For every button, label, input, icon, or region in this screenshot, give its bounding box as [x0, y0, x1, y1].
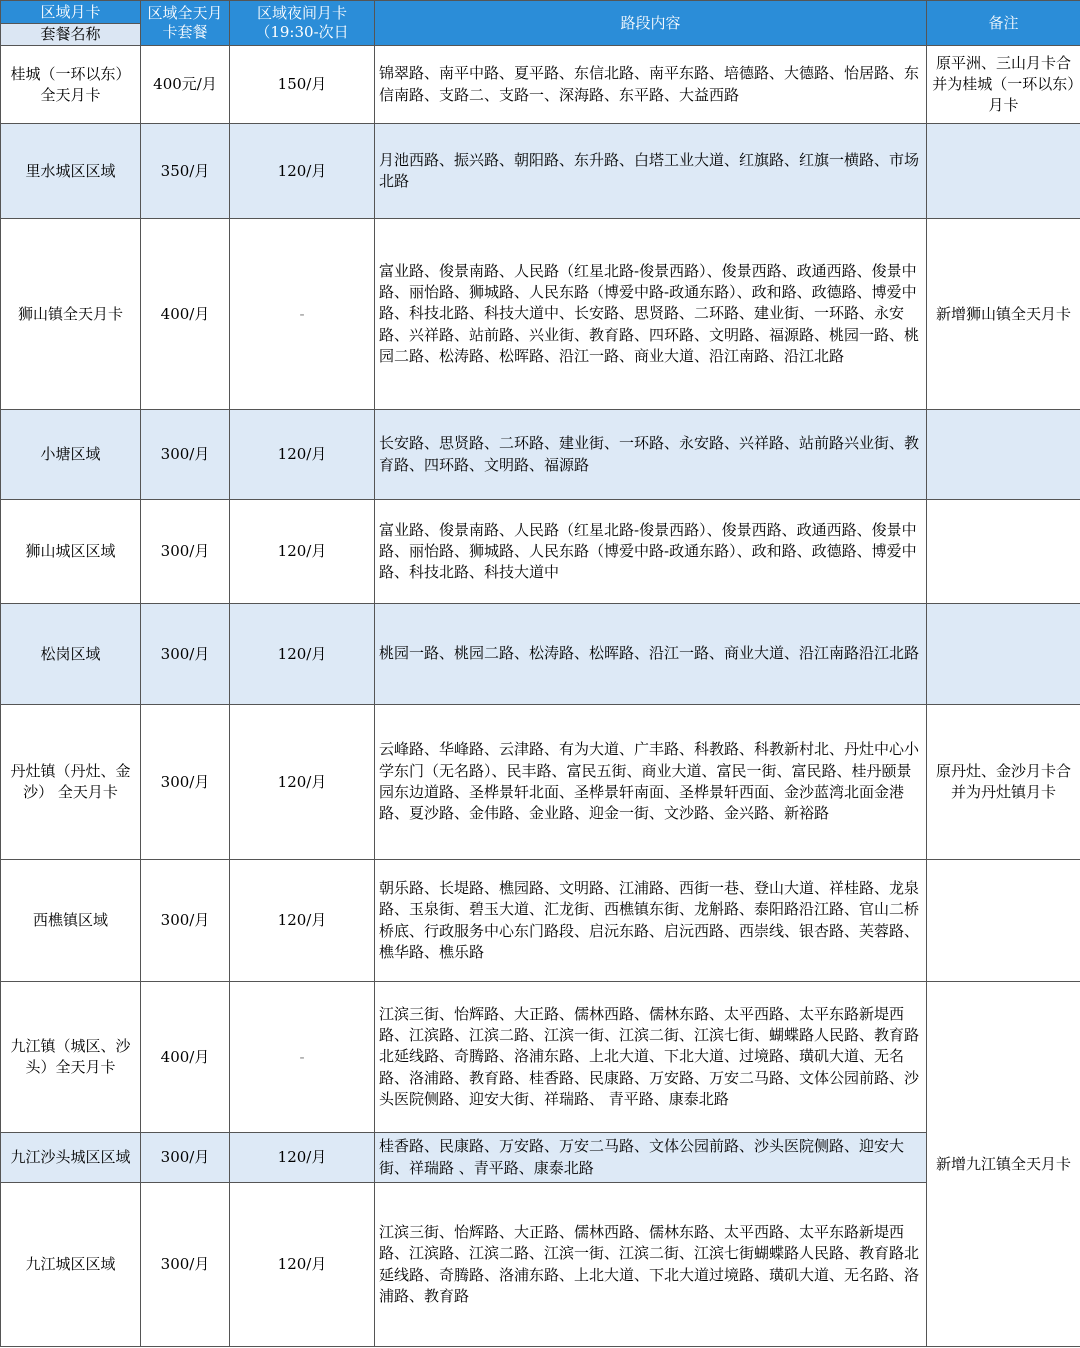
- day-price: 300/月: [141, 705, 230, 860]
- night-price: 150/月: [230, 46, 375, 124]
- table-row: [1, 500, 1080, 604]
- table-row: [1, 705, 1080, 860]
- night-price: 120/月: [230, 1183, 375, 1347]
- table-row: [1, 1183, 1080, 1347]
- route-list: 长安路、思贤路、二环路、建业街、一环路、永安路、兴祥路、站前路兴业街、教育路、四环路、文明路、福源路: [375, 410, 927, 500]
- remark: 新增狮山镇全天月卡: [927, 219, 1080, 410]
- remark: [927, 124, 1080, 219]
- package-name: 九江镇（城区、沙头）全天月卡: [1, 982, 141, 1133]
- table-row: [1, 219, 1080, 410]
- package-name: 九江城区区域: [1, 1183, 141, 1347]
- night-price: -: [230, 982, 375, 1133]
- route-list: 云峰路、华峰路、云津路、有为大道、广丰路、科教路、科教新村北、丹灶中心小学东门（无名路）、民丰路、富民五街、商业大道、富民一街、富民路、桂丹颐景园东边道路、圣桦景轩北面、圣桦景轩南面、圣桦景轩西面、金沙蓝湾北面金港路、夏沙路、金伟路、金业路、迎金一街、文沙路、金兴路、新裕路: [375, 705, 927, 860]
- night-price: 120/月: [230, 410, 375, 500]
- header-routes: 路段内容: [375, 1, 927, 46]
- package-name: 西樵镇区域: [1, 860, 141, 982]
- night-price: 120/月: [230, 124, 375, 219]
- package-name: 九江沙头城区区域: [1, 1133, 141, 1183]
- header-night-card: 区域夜间月卡（19:30-次日: [230, 1, 375, 46]
- package-name: 里水城区区域: [1, 124, 141, 219]
- day-price: 300/月: [141, 860, 230, 982]
- package-name: 小塘区域: [1, 410, 141, 500]
- route-list: 桂香路、民康路、万安路、万安二马路、文体公园前路、沙头医院侧路、迎安大街、祥瑞路 、青平路、康泰北路: [375, 1133, 927, 1183]
- night-price: 120/月: [230, 1133, 375, 1183]
- night-price: -: [230, 219, 375, 410]
- table-row: [1, 1133, 1080, 1183]
- table-row: [1, 982, 1080, 1133]
- remark: [927, 604, 1080, 705]
- day-price: 400/月: [141, 982, 230, 1133]
- package-name: 松岗区域: [1, 604, 141, 705]
- night-price: 120/月: [230, 860, 375, 982]
- route-list: 江滨三街、怡辉路、大正路、儒林西路、儒林东路、太平西路、太平东路新堤西路、江滨路、江滨二路、江滨一街、江滨二街、江滨七街蝴蝶路人民路、教育路北延线路、奇腾路、洛浦东路、上北大道、下北大道过境路、璜矶大道、无名路、洛浦路、教育路: [375, 1183, 927, 1347]
- package-name: 狮山镇全天月卡: [1, 219, 141, 410]
- remark: [927, 410, 1080, 500]
- day-price: 300/月: [141, 604, 230, 705]
- header-package-name: 套餐名称: [1, 24, 141, 46]
- header-notes: 备注: [927, 1, 1080, 46]
- table-row: [1, 124, 1080, 219]
- route-list: 富业路、俊景南路、人民路（红星北路-俊景西路）、俊景西路、政通西路、俊景中路、丽怡路、狮城路、人民东路（博爱中路-政通东路）、政和路、政德路、博爱中路、科技北路、科技大道中: [375, 500, 927, 604]
- day-price: 300/月: [141, 500, 230, 604]
- remark: [927, 860, 1080, 982]
- night-price: 120/月: [230, 705, 375, 860]
- header-day-card: 区域全天月卡套餐: [141, 1, 230, 46]
- table-row: [1, 860, 1080, 982]
- package-name: 狮山城区区域: [1, 500, 141, 604]
- remark: 原平洲、三山月卡合并为桂城（一环以东）月卡: [927, 46, 1080, 124]
- route-list: 桃园一路、桃园二路、松涛路、松晖路、沿江一路、商业大道、沿江南路沿江北路: [375, 604, 927, 705]
- header-region-card: 区域月卡: [1, 1, 141, 24]
- remark: 原丹灶、金沙月卡合并为丹灶镇月卡: [927, 705, 1080, 860]
- day-price: 400/月: [141, 219, 230, 410]
- day-price: 300/月: [141, 1183, 230, 1347]
- day-price: 300/月: [141, 410, 230, 500]
- night-price: 120/月: [230, 604, 375, 705]
- day-price: 350/月: [141, 124, 230, 219]
- day-price: 300/月: [141, 1133, 230, 1183]
- route-list: 朝乐路、长堤路、樵园路、文明路、江浦路、西街一巷、登山大道、祥桂路、龙泉路、玉泉街、碧玉大道、汇龙街、西樵镇东街、龙斛路、泰阳路沿江路、官山二桥桥底、行政服务中心东门路段、启沅东路、启沅西路、西崇线、银杏路、芙蓉路、樵华路、樵乐路: [375, 860, 927, 982]
- night-price: 120/月: [230, 500, 375, 604]
- table-row: [1, 604, 1080, 705]
- table-row: [1, 46, 1080, 124]
- package-name: 丹灶镇（丹灶、金沙） 全天月卡: [1, 705, 141, 860]
- day-price: 400元/月: [141, 46, 230, 124]
- table-row: [1, 410, 1080, 500]
- remark: [927, 500, 1080, 604]
- header-row: [1, 1, 1080, 24]
- route-list: 月池西路、振兴路、朝阳路、东升路、白塔工业大道、红旗路、红旗一横路、市场北路: [375, 124, 927, 219]
- package-name: 桂城（一环以东）全天月卡: [1, 46, 141, 124]
- route-list: 富业路、俊景南路、人民路（红星北路-俊景西路）、俊景西路、政通西路、俊景中路、丽怡路、狮城路、人民东路（博爱中路-政通东路）、政和路、政德路、博爱中路、科技北路、科技大道中、长安路、思贤路、二环路、建业街、一环路、永安路、兴祥路、站前路、兴业街、教育路、四环路、文明路、福源路、桃园一路、桃园二路、松涛路、松晖路、沿江一路、商业大道、沿江南路、沿江北路: [375, 219, 927, 410]
- route-list: 江滨三街、怡辉路、大正路、儒林西路、儒林东路、太平西路、太平东路新堤西路、江滨路、江滨二路、江滨一街、江滨二街、江滨七街、蝴蝶路人民路、教育路北延线路、奇腾路、洛浦东路、上北大道、下北大道、过境路、璜矶大道、无名路、洛浦路、教育路、桂香路、民康路、万安路、万安二马路、文体公园前路、沙头医院侧路、迎安大街、祥瑞路、 青平路、康泰北路: [375, 982, 927, 1133]
- remark: 新增九江镇全天月卡: [927, 982, 1080, 1347]
- route-list: 锦翠路、南平中路、夏平路、东信北路、南平东路、培德路、大德路、怡居路、东信南路、支路二、支路一、深海路、东平路、大益西路: [375, 46, 927, 124]
